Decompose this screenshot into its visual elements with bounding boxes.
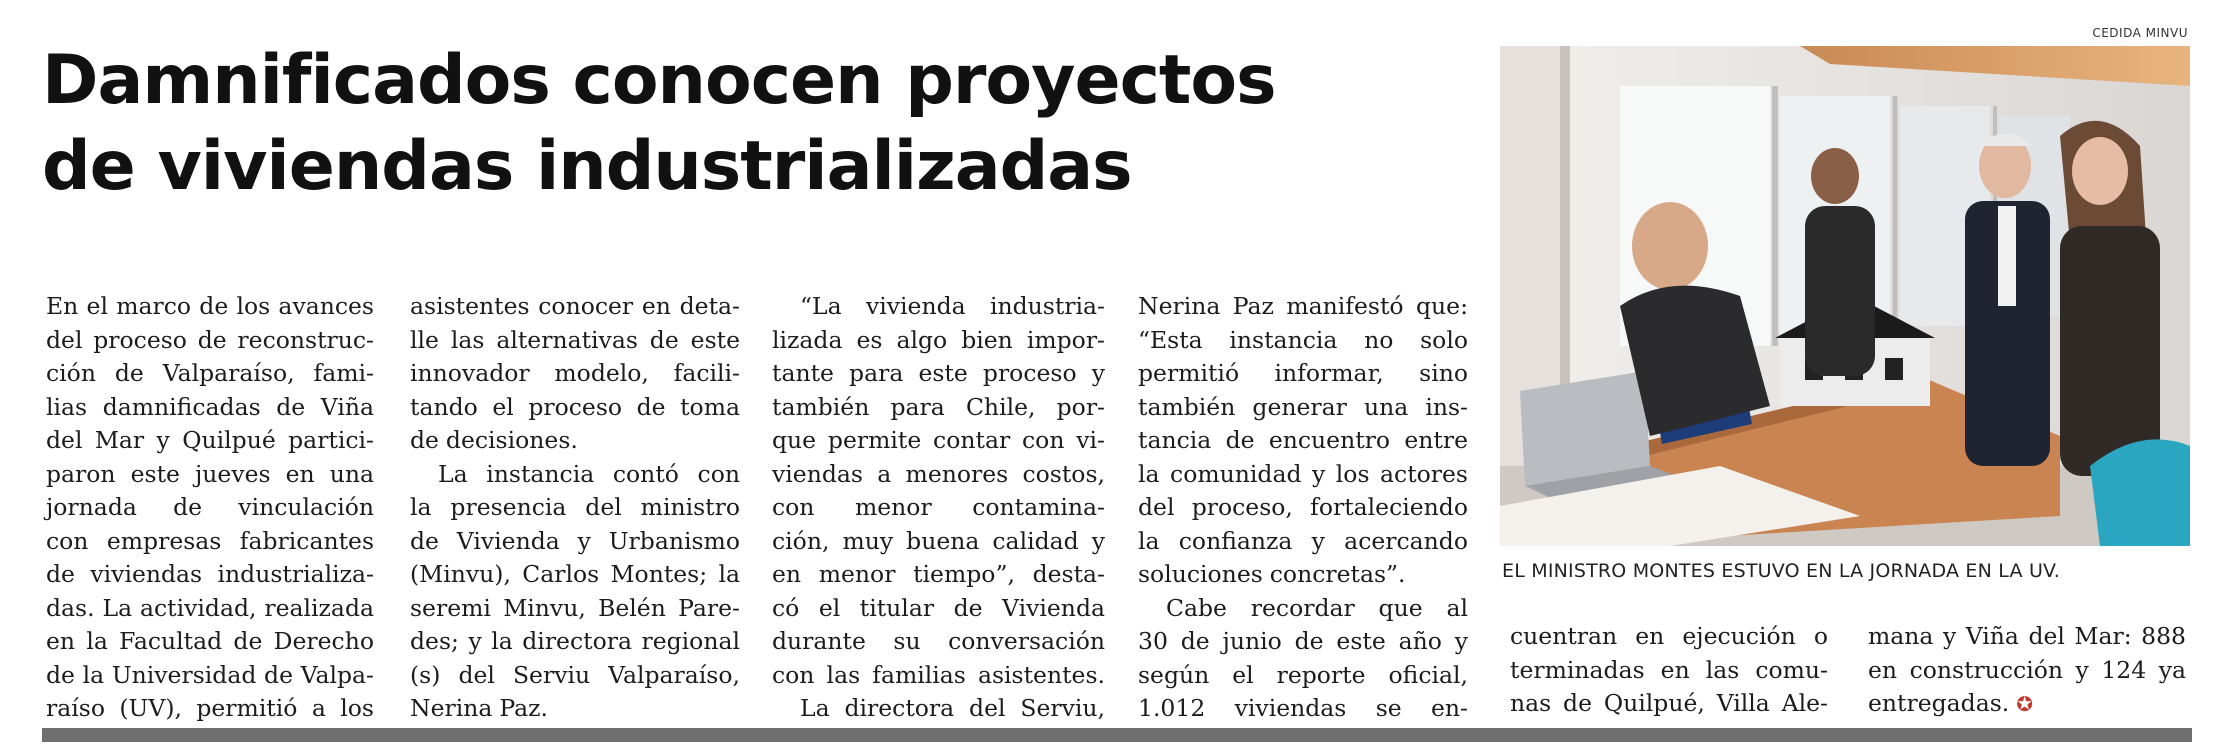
text-line: del Mar y Quilpué partici- — [46, 426, 374, 454]
text-line: que permite contar con vi- — [772, 426, 1105, 454]
text-line: de viviendas industrializa- — [46, 560, 374, 588]
text-line: nas de Quilpué, Villa Ale- — [1510, 689, 1828, 717]
text-line: cuentran en ejecución o — [1510, 622, 1828, 650]
paragraph-5-cont — [1510, 620, 1828, 721]
text-line: tancia de encuentro entre — [1138, 426, 1468, 454]
text-line: mana y Viña del Mar: 888 — [1868, 622, 2186, 650]
text-line: en menor tiempo”, desta- — [772, 560, 1105, 588]
paragraph-5-end — [1868, 620, 2186, 722]
text-line: la confianza y acercando — [1138, 526, 1468, 555]
article-column-5 — [1510, 620, 1828, 721]
text-line: Cabe recordar que al — [1166, 593, 1468, 622]
text-line: Nerina Paz manifestó que: — [1138, 292, 1468, 320]
text-line: entregadas. — [1868, 689, 2010, 717]
text-line: también generar una ins- — [1138, 392, 1468, 421]
text-line: La instancia contó con — [438, 459, 740, 488]
article-column-3 — [772, 290, 1105, 726]
text-line: la presencia del ministro — [410, 493, 740, 521]
text-line: Nerina Paz. — [410, 694, 548, 722]
text-line: “La vivienda industria- — [800, 292, 1105, 320]
text-line: 30 de junio de este año y — [1138, 627, 1468, 655]
text-line: “Esta instancia no solo — [1138, 325, 1468, 354]
headline-line-2: de viviendas industrializadas — [42, 127, 1132, 206]
text-line: paron este jueves en una — [46, 459, 374, 488]
text-line: La directora del Serviu, — [800, 694, 1105, 722]
text-line: có el titular de Vivienda — [772, 593, 1105, 622]
paragraph-5 — [1138, 592, 1468, 726]
text-line: ción de Valparaíso, fami- — [46, 359, 374, 387]
text-line: con menor contamina- — [772, 493, 1105, 521]
text-line: de Vivienda y Urbanismo — [410, 526, 740, 555]
text-line: jornada de vinculación — [46, 493, 374, 521]
bottom-rule — [42, 728, 2192, 742]
text-line: lle las alternativas de este — [410, 325, 740, 354]
text-line: seremi Minvu, Belén Pare- — [410, 593, 740, 622]
text-line: lias damnificadas de Viña — [46, 392, 374, 421]
end-of-article-icon: ✪ — [2016, 692, 2034, 716]
text-line: lizada es algo bien impor- — [772, 325, 1105, 354]
text-line: soluciones concretas”. — [1138, 560, 1406, 588]
photo-credit: CEDIDA MINVU — [2092, 26, 2188, 40]
headline — [42, 38, 1472, 210]
headline-line-1: Damnificados conocen proyectos — [42, 41, 1276, 120]
text-line: del proceso de reconstruc- — [46, 325, 374, 354]
text-line: tante para este proceso y — [772, 359, 1105, 387]
text-line: viendas a menores costos, — [772, 459, 1105, 488]
paragraph-4 — [772, 692, 1105, 726]
paragraph-4-cont — [1138, 290, 1468, 592]
paragraph-1-cont — [410, 290, 740, 458]
paragraph-2 — [410, 458, 740, 726]
text-line: das. La actividad, realizada — [46, 593, 374, 622]
text-line: ción, muy buena calidad y — [772, 526, 1105, 555]
text-line: tando el proceso de toma — [410, 392, 740, 421]
text-line: permitió informar, sino — [1138, 359, 1468, 387]
text-line: (Minvu), Carlos Montes; la — [410, 560, 740, 588]
text-line: durante su conversación — [772, 627, 1105, 655]
text-line: con las familias asistentes. — [772, 660, 1105, 689]
article-column-2 — [410, 290, 740, 726]
text-line: de la Universidad de Valpa- — [46, 660, 374, 689]
article-column-6 — [1868, 620, 2186, 722]
text-line: asistentes conocer en deta- — [410, 292, 740, 320]
text-line: terminadas en las comu- — [1510, 655, 1828, 684]
article-column-1 — [46, 290, 374, 726]
text-line: raíso (UV), permitió a los — [46, 694, 374, 722]
text-line: según el reporte oficial, — [1138, 660, 1468, 689]
text-line: en la Facultad de Derecho — [46, 627, 374, 655]
paragraph-1 — [46, 290, 374, 726]
text-line: (s) del Serviu Valparaíso, — [410, 660, 740, 689]
article-column-4 — [1138, 290, 1468, 726]
text-line: también para Chile, por- — [772, 392, 1105, 421]
text-line: del proceso, fortaleciendo — [1138, 493, 1468, 521]
text-line: des; y la directora regional — [410, 627, 740, 655]
text-line: En el marco de los avances — [46, 292, 374, 320]
text-line: de decisiones. — [410, 426, 578, 454]
article-photo — [1500, 46, 2190, 546]
paragraph-3 — [772, 290, 1105, 692]
text-line: en construcción y 124 ya — [1868, 655, 2186, 684]
last-line — [1868, 689, 2033, 717]
photo-caption: EL MINISTRO MONTES ESTUVO EN LA JORNADA EN LA UV. — [1502, 560, 2061, 582]
text-line: 1.012 viviendas se en- — [1138, 694, 1468, 722]
text-line: con empresas fabricantes — [46, 526, 374, 555]
text-line: innovador modelo, facili- — [410, 359, 740, 387]
text-line: la comunidad y los actores — [1138, 459, 1468, 488]
